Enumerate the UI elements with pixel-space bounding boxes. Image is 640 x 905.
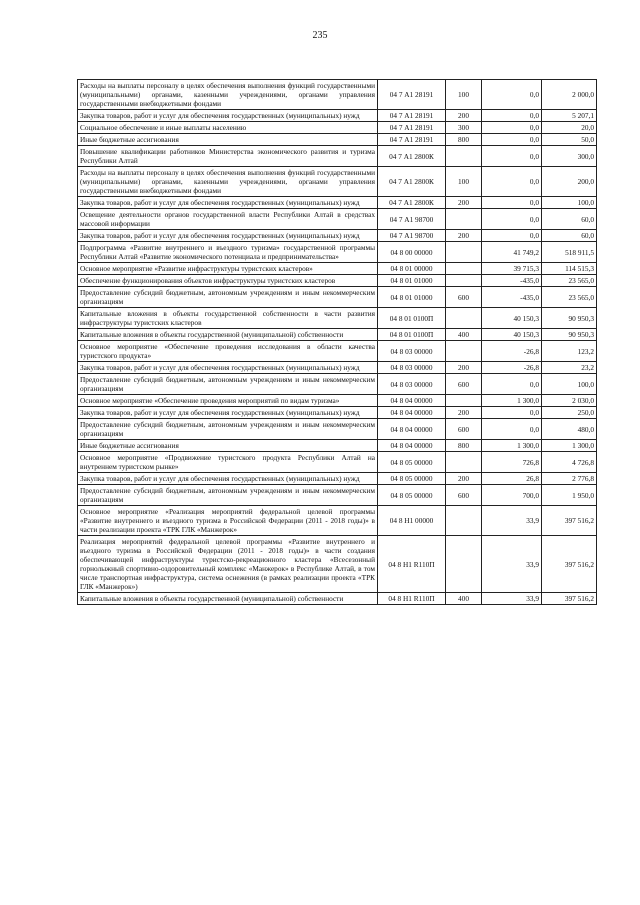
table-row — [78, 341, 597, 362]
row-code: 04 8 03 00000 — [378, 374, 446, 395]
row-amount-change: 0,0 — [482, 407, 542, 419]
row-name: Предоставление субсидий бюджетным, автономным учреждениям и иным некоммерческим организациям — [78, 485, 378, 506]
table-row — [78, 287, 597, 308]
row-name: Закупка товаров, работ и услуг для обеспечения государственных (муниципальных) нужд — [78, 362, 378, 374]
row-name: Расходы на выплаты персоналу в целях обеспечения выполнения функций государственными (муниципальными) органами, казенными учреждениями, органами управления государственными внебюджетными фондами — [78, 167, 378, 197]
row-amount-change: 33,9 — [482, 593, 542, 605]
row-name: Закупка товаров, работ и услуг для обеспечения государственных (муниципальных) нужд — [78, 197, 378, 209]
table-row — [78, 506, 597, 536]
row-name: Основное мероприятие «Обеспечение проведения исследования в области качества туристского продукта» — [78, 341, 378, 362]
row-expense-type: 200 — [446, 197, 482, 209]
row-amount-change: 39 715,3 — [482, 263, 542, 275]
row-code: 04 8 00 00000 — [378, 242, 446, 263]
row-amount-change: 33,9 — [482, 536, 542, 593]
row-amount-change: -26,8 — [482, 341, 542, 362]
row-amount-total: 397 516,2 — [542, 593, 597, 605]
table-row — [78, 593, 597, 605]
row-expense-type: 600 — [446, 485, 482, 506]
row-code: 04 8 01 0100П — [378, 329, 446, 341]
row-amount-total: 2 776,8 — [542, 473, 597, 485]
row-name: Закупка товаров, работ и услуг для обеспечения государственных (муниципальных) нужд — [78, 230, 378, 242]
row-code: 04 8 03 00000 — [378, 362, 446, 374]
row-expense-type — [446, 395, 482, 407]
row-expense-type: 600 — [446, 287, 482, 308]
row-amount-change: 0,0 — [482, 374, 542, 395]
row-amount-change: 0,0 — [482, 167, 542, 197]
row-code: 04 7 А1 28191 — [378, 134, 446, 146]
table-row — [78, 134, 597, 146]
row-name: Основное мероприятие «Развитие инфраструктуры туристских кластеров» — [78, 263, 378, 275]
row-name: Реализация мероприятий федеральной целевой программы «Развитие внутреннего и въездного туризма в Российской Федерации (2011 - 2018 годы)» в части создания обеспечивающей инфраструктуры туристско-рекреационного кластера «Всесезонный горнолыжный спортивно-оздоровительный комплекс «Манжерок» в Республике Алтай, в том числе транспортная инфраструктура, система оснежения (в рамках реализации проекта «ТРК ГЛК «Манжерок») — [78, 536, 378, 593]
row-amount-total: 20,0 — [542, 122, 597, 134]
table-row — [78, 362, 597, 374]
row-name: Основное мероприятие «Продвижение туристского продукта Республики Алтай на внутреннем туристском рынке» — [78, 452, 378, 473]
row-amount-total: 397 516,2 — [542, 536, 597, 593]
row-amount-change: 0,0 — [482, 110, 542, 122]
row-code: 04 8 05 00000 — [378, 485, 446, 506]
row-name: Закупка товаров, работ и услуг для обеспечения государственных (муниципальных) нужд — [78, 407, 378, 419]
row-expense-type — [446, 263, 482, 275]
row-code: 04 8 01 01000 — [378, 275, 446, 287]
row-amount-total: 1 300,0 — [542, 440, 597, 452]
row-amount-change: -26,8 — [482, 362, 542, 374]
row-expense-type — [446, 452, 482, 473]
row-amount-total: 100,0 — [542, 374, 597, 395]
row-name: Капитальные вложения в объекты государственной собственности в части развития инфраструктуры туристских кластеров — [78, 308, 378, 329]
row-code: 04 8 04 00000 — [378, 407, 446, 419]
row-expense-type: 200 — [446, 362, 482, 374]
row-amount-total: 250,0 — [542, 407, 597, 419]
row-name: Предоставление субсидий бюджетным, автономным учреждениям и иным некоммерческим организациям — [78, 374, 378, 395]
row-expense-type: 300 — [446, 122, 482, 134]
table-row — [78, 308, 597, 329]
table-row — [78, 485, 597, 506]
row-amount-total: 23 565,0 — [542, 275, 597, 287]
row-expense-type — [446, 506, 482, 536]
row-expense-type — [446, 275, 482, 287]
row-name: Основное мероприятие «Обеспечение проведения мероприятий по видам туризма» — [78, 395, 378, 407]
row-code: 04 8 04 00000 — [378, 395, 446, 407]
row-code: 04 8 Н1 R110П — [378, 593, 446, 605]
row-code: 04 8 05 00000 — [378, 473, 446, 485]
row-expense-type: 800 — [446, 134, 482, 146]
row-expense-type: 600 — [446, 374, 482, 395]
row-code: 04 8 01 01000 — [378, 287, 446, 308]
row-expense-type — [446, 536, 482, 593]
row-code: 04 7 А1 98700 — [378, 209, 446, 230]
row-amount-change: 700,0 — [482, 485, 542, 506]
row-expense-type — [446, 308, 482, 329]
row-amount-change: -435,0 — [482, 275, 542, 287]
row-amount-total: 60,0 — [542, 230, 597, 242]
row-amount-total: 114 515,3 — [542, 263, 597, 275]
row-amount-change: 0,0 — [482, 230, 542, 242]
table-row — [78, 407, 597, 419]
row-code: 04 8 05 00000 — [378, 452, 446, 473]
row-amount-total: 1 950,0 — [542, 485, 597, 506]
row-name: Социальное обеспечение и иные выплаты населению — [78, 122, 378, 134]
row-amount-total: 300,0 — [542, 146, 597, 167]
row-amount-change: 0,0 — [482, 419, 542, 440]
row-amount-change: 0,0 — [482, 80, 542, 110]
row-amount-change: 33,9 — [482, 506, 542, 536]
table-row — [78, 275, 597, 287]
row-expense-type: 800 — [446, 440, 482, 452]
row-expense-type: 200 — [446, 473, 482, 485]
table-row — [78, 110, 597, 122]
row-amount-change: 1 300,0 — [482, 440, 542, 452]
row-amount-total: 200,0 — [542, 167, 597, 197]
row-expense-type: 100 — [446, 80, 482, 110]
row-code: 04 8 Н1 00000 — [378, 506, 446, 536]
row-code: 04 8 Н1 R110П — [378, 536, 446, 593]
row-expense-type: 400 — [446, 329, 482, 341]
table-row — [78, 329, 597, 341]
row-amount-total: 23,2 — [542, 362, 597, 374]
table-row — [78, 440, 597, 452]
row-amount-total: 518 911,5 — [542, 242, 597, 263]
table-row — [78, 395, 597, 407]
row-name: Предоставление субсидий бюджетным, автономным учреждениям и иным некоммерческим организациям — [78, 419, 378, 440]
row-amount-change: 726,8 — [482, 452, 542, 473]
row-expense-type — [446, 242, 482, 263]
row-name: Иные бюджетные ассигнования — [78, 440, 378, 452]
row-amount-total: 23 565,0 — [542, 287, 597, 308]
row-amount-change: 40 150,3 — [482, 308, 542, 329]
row-name: Капитальные вложения в объекты государственной (муниципальной) собственности — [78, 329, 378, 341]
row-name: Закупка товаров, работ и услуг для обеспечения государственных (муниципальных) нужд — [78, 473, 378, 485]
row-amount-change: 26,8 — [482, 473, 542, 485]
page-number: 235 — [312, 30, 328, 41]
budget-table-body — [78, 80, 597, 605]
row-amount-change: 0,0 — [482, 134, 542, 146]
row-amount-total: 5 207,1 — [542, 110, 597, 122]
row-expense-type — [446, 146, 482, 167]
row-amount-total: 480,0 — [542, 419, 597, 440]
row-amount-change: -435,0 — [482, 287, 542, 308]
table-row — [78, 452, 597, 473]
row-code: 04 8 01 0100П — [378, 308, 446, 329]
row-name: Обеспечение функционирования объектов инфраструктуры туристских кластеров — [78, 275, 378, 287]
row-name: Повышение квалификации работников Министерства экономического развития и туризма Республики Алтай — [78, 146, 378, 167]
row-code: 04 7 А1 2800К — [378, 197, 446, 209]
row-expense-type: 200 — [446, 110, 482, 122]
row-code: 04 7 А1 28191 — [378, 110, 446, 122]
row-amount-change: 41 749,2 — [482, 242, 542, 263]
table-row — [78, 473, 597, 485]
row-amount-change: 0,0 — [482, 146, 542, 167]
row-amount-total: 100,0 — [542, 197, 597, 209]
row-amount-change: 40 150,3 — [482, 329, 542, 341]
row-amount-total: 4 726,8 — [542, 452, 597, 473]
row-amount-total: 123,2 — [542, 341, 597, 362]
table-row — [78, 536, 597, 593]
row-amount-total: 90 950,3 — [542, 329, 597, 341]
table-row — [78, 242, 597, 263]
row-name: Предоставление субсидий бюджетным, автономным учреждениям и иным некоммерческим организациям — [78, 287, 378, 308]
row-amount-change: 0,0 — [482, 122, 542, 134]
row-code: 04 7 А1 2800К — [378, 146, 446, 167]
table-row — [78, 419, 597, 440]
row-name: Основное мероприятие «Реализация мероприятий федеральной целевой программы «Развитие внутреннего и въездного туризма в Российской Федерации (2011 - 2018 годы)» в части реализации проекта «ТРК ГЛК «Манжерок» — [78, 506, 378, 536]
row-expense-type: 600 — [446, 419, 482, 440]
row-name: Подпрограмма «Развитие внутреннего и въездного туризма» государственной программы Республики Алтай «Развитие экономического потенциала и предпринимательства» — [78, 242, 378, 263]
row-amount-change: 1 300,0 — [482, 395, 542, 407]
table-row — [78, 197, 597, 209]
row-code: 04 8 03 00000 — [378, 341, 446, 362]
row-code: 04 8 01 00000 — [378, 263, 446, 275]
row-code: 04 7 А1 28191 — [378, 80, 446, 110]
row-code: 04 7 А1 2800К — [378, 167, 446, 197]
row-expense-type: 200 — [446, 230, 482, 242]
row-code: 04 7 А1 98700 — [378, 230, 446, 242]
row-code: 04 8 04 00000 — [378, 419, 446, 440]
row-amount-total: 2 000,0 — [542, 80, 597, 110]
table-row — [78, 167, 597, 197]
table-row — [78, 209, 597, 230]
row-expense-type: 200 — [446, 407, 482, 419]
row-expense-type — [446, 209, 482, 230]
row-expense-type: 400 — [446, 593, 482, 605]
row-amount-change: 0,0 — [482, 197, 542, 209]
row-expense-type: 100 — [446, 167, 482, 197]
table-row — [78, 122, 597, 134]
table-row — [78, 263, 597, 275]
row-expense-type — [446, 341, 482, 362]
row-amount-total: 2 030,0 — [542, 395, 597, 407]
row-name: Иные бюджетные ассигнования — [78, 134, 378, 146]
row-name: Закупка товаров, работ и услуг для обеспечения государственных (муниципальных) нужд — [78, 110, 378, 122]
row-amount-total: 90 950,3 — [542, 308, 597, 329]
row-name: Расходы на выплаты персоналу в целях обеспечения выполнения функций государственными (муниципальными) органами, казенными учреждениями, органами управления государственными внебюджетными фондами — [78, 80, 378, 110]
row-amount-total: 60,0 — [542, 209, 597, 230]
row-amount-total: 50,0 — [542, 134, 597, 146]
row-code: 04 7 А1 28191 — [378, 122, 446, 134]
row-amount-change: 0,0 — [482, 209, 542, 230]
table-row — [78, 146, 597, 167]
row-name: Капитальные вложения в объекты государственной (муниципальной) собственности — [78, 593, 378, 605]
row-amount-total: 397 516,2 — [542, 506, 597, 536]
table-row — [78, 80, 597, 110]
table-row — [78, 374, 597, 395]
row-name: Освещение деятельности органов государственной власти Республики Алтай в средствах массовой информации — [78, 209, 378, 230]
table-row — [78, 230, 597, 242]
budget-table — [77, 79, 597, 605]
row-code: 04 8 04 00000 — [378, 440, 446, 452]
